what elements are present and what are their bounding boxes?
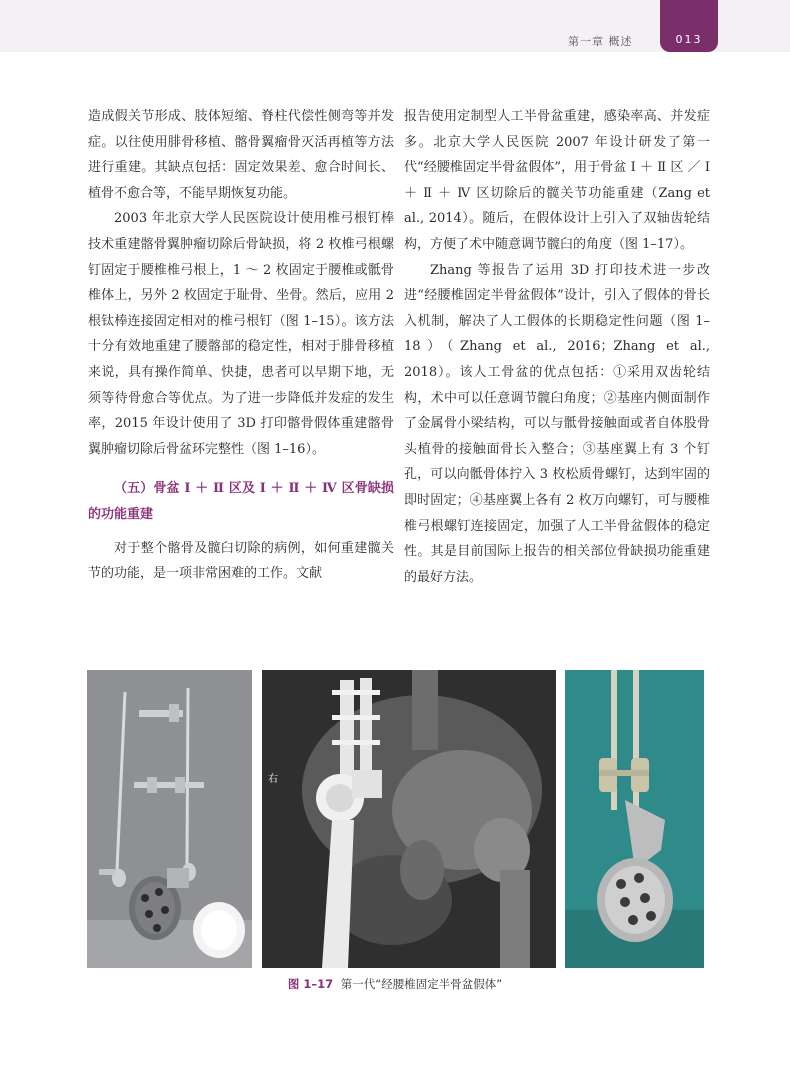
right-paragraph-2: Zhang 等报告了运用 3D 打印技术进一步改进“经腰椎固定半骨盆假体”设计，引入了假体的骨长入机制，解决了人工假体的长期稳定性问题（图 1–18）（Zhang et al., 2016；Zhang et al., 2018）。该人工骨盆的优点包括：①采用双齿轮结构，术中可以任意调节髋臼角度；②基座内侧面制作了金属骨小梁结构，可以与骶骨接触面或者自体股骨头植骨的接触面骨长入整合；③基座翼上有 3 个钉孔，可以向骶骨体拧入 3 枚松质骨螺钉，达到牢固的即时固定；④基座翼上各有 2 枚万向螺钉，可与腰椎椎弓根螺钉连接固定，加强了人工半骨盆假体的稳定性。其是目前国际上报告的相关部位骨缺损功能重建的最好方法。 — [404, 262, 710, 585]
left-paragraph-2: 2003 年北京大学人民医院设计使用椎弓根钉棒技术重建髂骨翼肿瘤切除后骨缺损，将 2 枚椎弓根螺钉固定于腰椎椎弓根上，1 ～ 2 枚固定于腰椎或骶骨椎体上，另外 2 枚固定于耻骨、坐骨。然后，应用 2 根钛棒连接固定相对的椎弓根钉（图 1–15）。该方法十分有效地重建了腰髂部的稳定性，相对于腓骨移植来说，具有操作简单、快捷，患者可以早期下地，无须等待骨愈合等优点。为了进一步降低并发症的发生率，2015 年设计使用了 3D 打印髂骨假体重建髂骨翼肿瘤切除后骨盆环完整性（图 1–16）。 — [88, 211, 394, 457]
right-paragraph-1: 报告使用定制型人工半骨盆重建，感染率高、并发症多。北京大学人民医院 2007 年设计研发了第一代“经腰椎固定半骨盆假体”，用于骨盆 Ⅰ ＋ Ⅱ 区 ／ Ⅰ ＋ Ⅱ ＋ Ⅳ 区切除后的髋关节功能重建（Zang et al., 2014）。随后，在假体设计上引入了双轴齿轮结构，方便了术中随意调节髋臼的角度（图 1–17）。 — [404, 109, 710, 252]
figure-label: 图 1–17 — [287, 977, 334, 991]
right-column — [404, 104, 710, 590]
page-number-tab — [660, 0, 718, 52]
figure-caption-text: 第一代“经腰椎固定半骨盆假体” — [340, 977, 503, 991]
figure-caption — [0, 976, 790, 992]
xray-side-marker: 右 — [268, 774, 278, 785]
prosthesis-components-photo — [87, 670, 252, 968]
running-header-chapter: 第一章 概述 — [568, 35, 633, 48]
pelvis-xray-photo — [262, 670, 556, 968]
section-heading: （五）骨盆 Ⅰ ＋ Ⅱ 区及 Ⅰ ＋ Ⅱ ＋ Ⅳ 区骨缺损的功能重建 — [88, 481, 394, 522]
page-number: 013 — [675, 33, 703, 46]
left-column — [88, 104, 394, 587]
left-paragraph-3: 对于整个髂骨及髋臼切除的病例，如何重建髋关节的功能，是一项非常困难的工作。文献 — [88, 540, 394, 582]
left-paragraph-1: 造成假关节形成、肢体短缩、脊柱代偿性侧弯等并发症。以往使用腓骨移植、髂骨翼瘤骨灭活再植等方法进行重建。其缺点包括：固定效果差、愈合时间长、植骨不愈合等，不能早期恢复功能。 — [88, 109, 394, 201]
prosthesis-closeup-photo — [565, 670, 704, 968]
